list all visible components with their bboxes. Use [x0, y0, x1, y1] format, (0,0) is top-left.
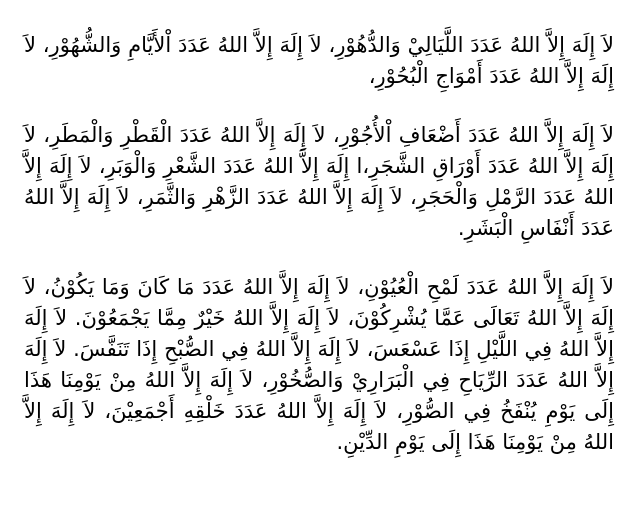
document-body: [24, 30, 614, 458]
paragraph-2: لاَ إِلَهَ إِلاَّ اللهُ عَدَدَ أَضْعَافِ اْلأُجُوْرِ، لاَ إِلَهَ إِلاَّ اللهُ عَدَدَ الْقَطْرِ وَالْمَطَرِ، لاَ إِلَهَ إِلاَّ اللهُ عَدَدَ أَوْرَاقِ الشَّجَرِ،ا إِلَهَ إِلاَّ اللهُ عَدَدَ الشَّعْرِ وَالْوَبَرِ، لاَ إِلَهَ إِلاَّ اللهُ عَدَدَ الرَّمْلِ وَالْحَجَرِ، لاَ إِلَهَ إِلاَّ اللهُ عَدَدَ الزَّهْرِ وَالثَّمَرِ، لاَ إِلَهَ إِلاَّ اللهُ عَدَدَ أَنْفَاسِ الْبَشَرِ.: [24, 123, 614, 240]
paragraph-1: لاَ إِلَهَ إِلاَّ اللهُ عَدَدَ اللَّيَالِيْ وَالدُّهُوْرِ، لاَ إِلَهَ إِلاَّ اللهُ عَدَدَ اْلأَيَّامِ وَالشُّهُوْرِ، لاَ إِلَهَ إِلاَّ اللهُ عَدَدَ أَمْوَاجِ الْبُحُوْرِ،: [24, 33, 614, 88]
paragraph-3: لاَ إِلَهَ إِلاَّ اللهُ عَدَدَ لَمْحِ الْعُيُوْنِ، لاَ إِلَهَ إِلاَّ اللهُ عَدَدَ مَا كَانَ وَمَا يَكُوْنُ، لاَ إِلَهَ إِلاَّ اللهُ تَعَالَى عَمَّا يُشْرِكُوْنَ، لاَ إِلَهَ إِلاَّ اللهُ خَيْرٌ مِمَّا يَجْمَعُوْنَ. لاَ إِلَهَ إِلاَّ اللهُ فِي اللَّيْلِ إِذَا عَسْعَسَ، لاَ إِلَهَ إِلاَّ اللهُ فِي الصُّبْحِ إِذَا تَنَفَّسَ. لاَ إِلَهَ إِلاَّ اللهُ عَدَدَ الرِّيَاحِ فِي الْبَرَارِيْ وَالصُّخُوْرِ، لاَ إِلَهَ إِلاَّ اللهُ مِنْ يَوْمِنَا هَذَا إِلَى يَوْمِ يُنْفَخُ فِي الصُّوْرِ، لاَ إِلَهَ إِلاَّ اللهُ عَدَدَ خَلْقِهِ أَجْمَعِيْنَ، لاَ إِلَهَ إِلاَّ اللهُ مِنْ يَوْمِنَا هَذَا إِلَى يَوْمِ الدِّيْنِ.: [24, 275, 614, 454]
